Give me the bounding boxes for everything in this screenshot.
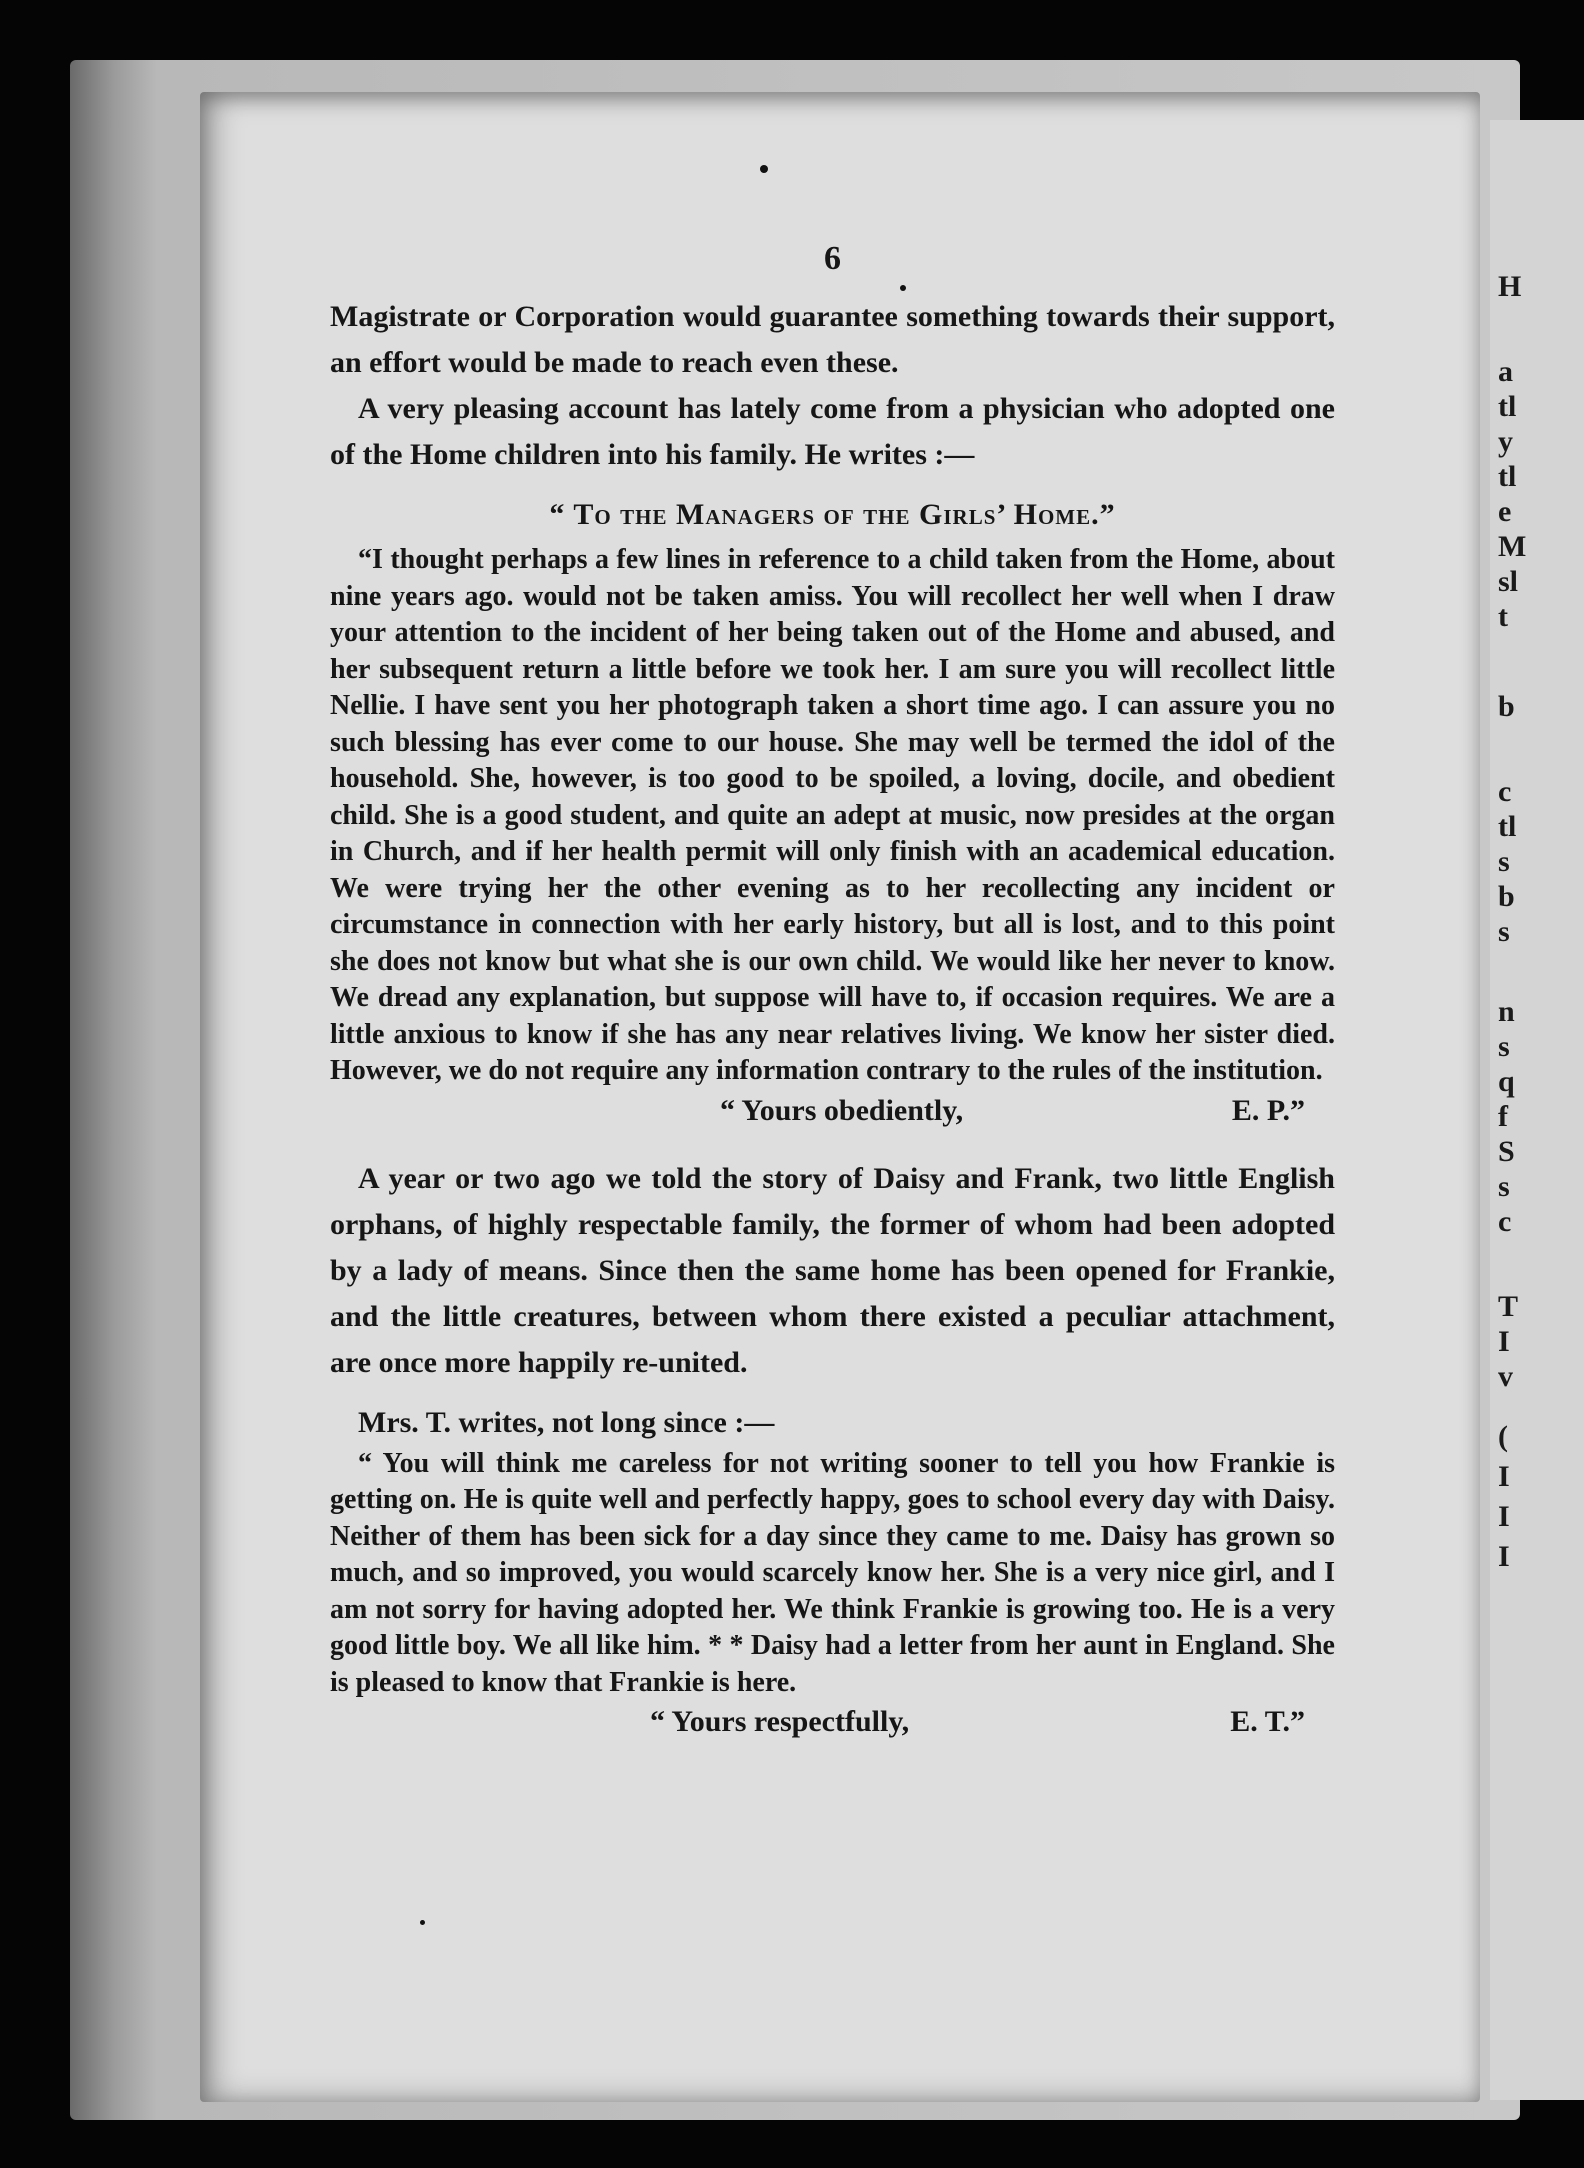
adjacent-page-letter: b (1498, 880, 1515, 913)
page-content (330, 240, 1335, 1739)
adjacent-page-letter: T (1498, 1290, 1519, 1323)
adjacent-page-letter: q (1498, 1065, 1515, 1098)
adjacent-page-letter: I (1498, 1540, 1510, 1573)
adjacent-page-letter: tl (1498, 390, 1517, 423)
adjacent-page-letter: I (1498, 1500, 1510, 1533)
adjacent-page-letter: s (1498, 1030, 1510, 1063)
adjacent-page-letter: y (1498, 425, 1513, 458)
letter-1-signoff (330, 1094, 1335, 1128)
adjacent-page-letter: a (1498, 355, 1513, 388)
adjacent-page-letter: ( (1498, 1420, 1508, 1453)
adjacent-page-letter: s (1498, 915, 1510, 948)
letter-2-intro: Mrs. T. writes, not long since :— (358, 1405, 775, 1439)
letter-2-closing: “ Yours respectfully, (650, 1705, 910, 1738)
adjacent-page-letter: s (1498, 1170, 1510, 1203)
adjacent-page-letter: I (1498, 1460, 1510, 1493)
adjacent-page-letter: tl (1498, 460, 1517, 493)
scan-speck (420, 1920, 425, 1925)
adjacent-page-letter: c (1498, 1205, 1512, 1238)
adjacent-page-letter: f (1498, 1100, 1508, 1133)
letter-2-body: “ You will think me careless for not writing sooner to tell you how Frankie is getting on. He is quite well and perfectly happy, goes to school every day with Daisy. Neither of them has been sick for a day since they came to me. Daisy has grown so much, and so improved, you would scarcely know her. She is a very nice girl, and I am not sorry for having adopted her. We think Frankie is growing too. He is a very good little boy. We all like him. * * Daisy had a letter from her aunt in England. She is pleased to know that Frankie is here. (330, 1447, 1335, 1698)
paragraph-3: A year or two ago we told the story of Daisy and Frank, two little English orphans, of highly respectable family, the former of whom had been adopted by a lady of means. Since then the same home has been opened for Frankie, and the little creatures, between whom there existed a peculiar attachment, are once more happily re-united. (330, 1161, 1335, 1379)
adjacent-page-letter: tl (1498, 810, 1517, 843)
adjacent-page-letter: sl (1498, 565, 1519, 598)
adjacent-page-letter: c (1498, 775, 1512, 808)
letter-heading: “ To the Managers of the Girls’ Home.” (549, 498, 1116, 531)
letter-1-closing: “ Yours obediently, (720, 1093, 964, 1127)
adjacent-page-letter: e (1498, 495, 1512, 528)
letter-1-body: “I thought perhaps a few lines in reference to a child taken from the Home, about nine years ago. would not be taken amiss. You will recollect her well when I draw your attention to the incident of her being taken out of the Home and abused, and her subsequent return a little before we took her. I am sure you will recollect little Nellie. I have sent you her photograph taken a short time ago. I can assure you no such blessing has ever come to our house. She may well be termed the idol of the household. She, however, is too good to be spoiled, a loving, docile, and obedient child. She is a good student, and quite an adept at music, now presides at the organ in Church, and if her health permit will only finish with an academical education. We were trying her the other evening as to her recollecting any incident or circumstance in connection with her early history, but all is lost, and to this point she does not know but what she is our own child. We would like her never to know. We dread any explanation, but suppose will have to, if occasion requires. We are a little anxious to know if she has any near relatives living. We know her sister died. However, we do not require any information contrary to the rules of the institution. (330, 544, 1335, 1086)
adjacent-page-letter: v (1498, 1360, 1513, 1393)
scan-speck (900, 285, 906, 291)
letter-1-signature: E. P.” (1231, 1093, 1305, 1127)
letter-2-signoff (330, 1705, 1335, 1739)
adjacent-page-letter: H (1498, 270, 1522, 303)
adjacent-page-letter: S (1498, 1135, 1515, 1168)
paragraph-1: Magistrate or Corporation would guarantee something towards their support, an effort would be made to reach even these. (330, 300, 1335, 379)
adjacent-page-letter: n (1498, 995, 1515, 1028)
page-number: 6 (824, 240, 841, 277)
letter-2-signature: E. T.” (1230, 1705, 1305, 1738)
adjacent-page-letter: t (1498, 600, 1508, 633)
adjacent-page-letter: b (1498, 690, 1515, 723)
adjacent-page-fragment (1490, 120, 1584, 2100)
scan-speck (760, 165, 768, 173)
paragraph-2: A very pleasing account has lately come from a physician who adopted one of the Home children into his family. He writes :— (330, 392, 1335, 471)
adjacent-page-letter: I (1498, 1325, 1510, 1358)
adjacent-page-letter: M (1498, 530, 1527, 563)
adjacent-page-letter: s (1498, 845, 1510, 878)
